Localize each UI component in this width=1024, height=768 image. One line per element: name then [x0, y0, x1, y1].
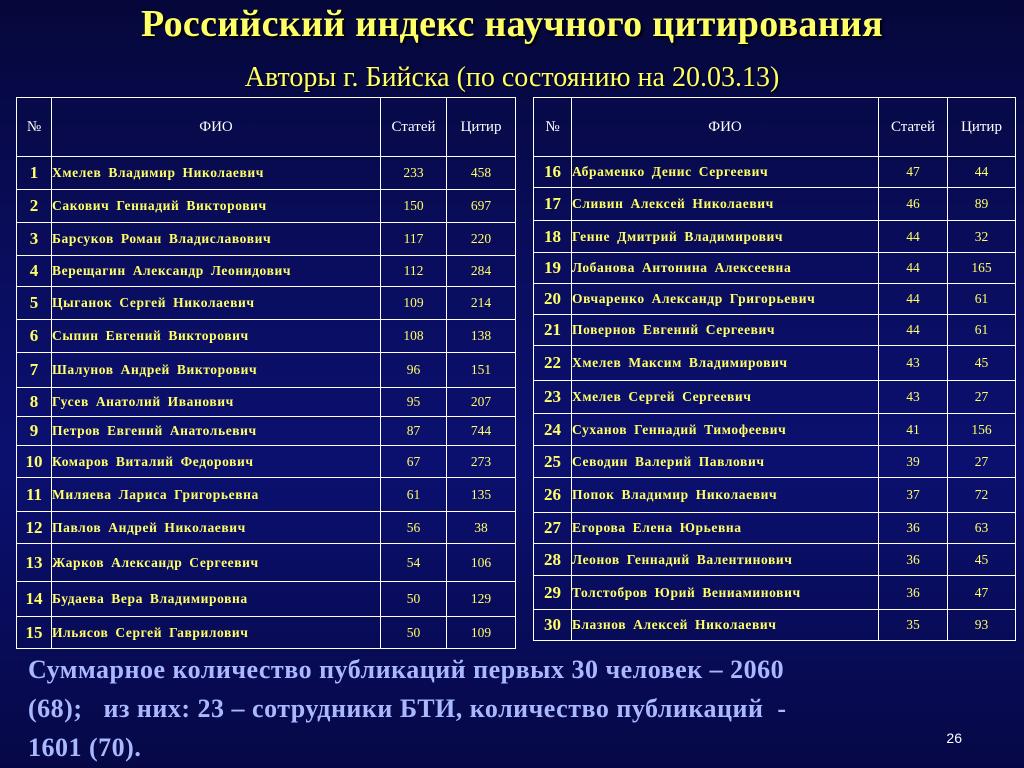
table-row — [534, 610, 1016, 641]
articles-count: 108 — [381, 320, 447, 353]
citations-count: 284 — [447, 256, 516, 287]
citations-count: 61 — [948, 284, 1016, 315]
author-name: Комаров Виталий Федорович — [52, 446, 381, 478]
header-fio: ФИО — [572, 98, 879, 157]
author-name: Овчаренко Александр Григорьевич — [572, 284, 879, 315]
row-number: 2 — [17, 190, 52, 223]
header-citations: Цитир — [948, 98, 1016, 157]
author-name: Хмелев Владимир Николаевич — [52, 157, 381, 190]
row-number: 26 — [534, 478, 572, 513]
row-number: 8 — [17, 388, 52, 417]
author-name: Петров Евгений Анатольевич — [52, 417, 381, 446]
author-name: Попок Владимир Николаевич — [572, 478, 879, 513]
author-name: Сыпин Евгений Викторович — [52, 320, 381, 353]
row-number: 24 — [534, 414, 572, 446]
articles-count: 117 — [381, 223, 447, 256]
table-row — [17, 512, 516, 544]
row-number: 28 — [534, 544, 572, 576]
row-number: 15 — [17, 617, 52, 649]
table-row — [534, 544, 1016, 576]
table-row — [17, 417, 516, 446]
row-number: 22 — [534, 346, 572, 381]
row-number: 6 — [17, 320, 52, 353]
table-row — [534, 253, 1016, 284]
articles-count: 47 — [879, 157, 948, 188]
citations-count: 156 — [948, 414, 1016, 446]
row-number: 25 — [534, 446, 572, 478]
table-row — [534, 315, 1016, 346]
table-row — [534, 346, 1016, 381]
author-name: Будаева Вера Владимировна — [52, 582, 381, 617]
authors-table-left — [16, 97, 516, 649]
slide-title: Российский индекс научного цитирования — [141, 3, 883, 45]
header-articles: Статей — [381, 98, 447, 157]
articles-count: 109 — [381, 287, 447, 320]
table-row — [534, 513, 1016, 544]
author-name: Гусев Анатолий Иванович — [52, 388, 381, 417]
articles-count: 150 — [381, 190, 447, 223]
table-row — [17, 388, 516, 417]
citations-count: 32 — [948, 221, 1016, 253]
author-name: Толстобров Юрий Вениаминович — [572, 576, 879, 610]
author-name: Ильясов Сергей Гаврилович — [52, 617, 381, 649]
row-number: 3 — [17, 223, 52, 256]
page-number: 26 — [946, 730, 962, 746]
articles-count: 36 — [879, 576, 948, 610]
table-row — [534, 284, 1016, 315]
author-name: Генне Дмитрий Владимирович — [572, 221, 879, 253]
articles-count: 50 — [381, 617, 447, 649]
summary-line: Суммарное количество публикаций первых 30 человек – 2060 — [28, 655, 785, 684]
table-row — [17, 256, 516, 287]
citations-count: 93 — [948, 610, 1016, 641]
table-row — [534, 478, 1016, 513]
table-row — [534, 381, 1016, 414]
citations-count: 89 — [948, 188, 1016, 221]
table-row — [17, 478, 516, 512]
row-number: 30 — [534, 610, 572, 641]
row-number: 11 — [17, 478, 52, 512]
author-name: Суханов Геннадий Тимофеевич — [572, 414, 879, 446]
articles-count: 41 — [879, 414, 948, 446]
articles-count: 95 — [381, 388, 447, 417]
articles-count: 37 — [879, 478, 948, 513]
articles-count: 46 — [879, 188, 948, 221]
row-number: 21 — [534, 315, 572, 346]
citations-count: 220 — [447, 223, 516, 256]
citations-count: 106 — [447, 544, 516, 582]
articles-count: 87 — [381, 417, 447, 446]
table-row — [534, 221, 1016, 253]
articles-count: 44 — [879, 253, 948, 284]
header-fio: ФИО — [52, 98, 381, 157]
citations-count: 458 — [447, 157, 516, 190]
articles-count: 96 — [381, 353, 447, 388]
table-row — [17, 157, 516, 190]
row-number: 5 — [17, 287, 52, 320]
citations-count: 61 — [948, 315, 1016, 346]
articles-count: 44 — [879, 315, 948, 346]
author-name: Жарков Александр Сергеевич — [52, 544, 381, 582]
citations-count: 129 — [447, 582, 516, 617]
header-articles: Статей — [879, 98, 948, 157]
citations-count: 45 — [948, 544, 1016, 576]
header-num: № — [17, 98, 52, 157]
table-row — [17, 446, 516, 478]
summary-text — [28, 650, 1008, 767]
author-name: Хмелев Сергей Сергеевич — [572, 381, 879, 414]
table-row — [534, 446, 1016, 478]
author-name: Павлов Андрей Николаевич — [52, 512, 381, 544]
citations-count: 44 — [948, 157, 1016, 188]
header-num: № — [534, 98, 572, 157]
table-row — [17, 544, 516, 582]
row-number: 12 — [17, 512, 52, 544]
author-name: Леонов Геннадий Валентинович — [572, 544, 879, 576]
table-row — [534, 414, 1016, 446]
articles-count: 39 — [879, 446, 948, 478]
author-name: Миляева Лариса Григорьевна — [52, 478, 381, 512]
table-header-row — [534, 98, 1016, 157]
articles-count: 36 — [879, 544, 948, 576]
citations-count: 27 — [948, 446, 1016, 478]
row-number: 9 — [17, 417, 52, 446]
row-number: 19 — [534, 253, 572, 284]
articles-count: 233 — [381, 157, 447, 190]
citations-count: 109 — [447, 617, 516, 649]
articles-count: 35 — [879, 610, 948, 641]
row-number: 7 — [17, 353, 52, 388]
author-name: Шалунов Андрей Викторович — [52, 353, 381, 388]
row-number: 10 — [17, 446, 52, 478]
citations-count: 27 — [948, 381, 1016, 414]
author-name: Лобанова Антонина Алексеевна — [572, 253, 879, 284]
table-row — [17, 320, 516, 353]
citations-count: 135 — [447, 478, 516, 512]
row-number: 4 — [17, 256, 52, 287]
articles-count: 43 — [879, 381, 948, 414]
table-row — [17, 287, 516, 320]
author-name: Повернов Евгений Сергеевич — [572, 315, 879, 346]
table-row — [17, 617, 516, 649]
table-row — [534, 188, 1016, 221]
summary-line: (68); из них: 23 – сотрудники БТИ, количество публикаций - — [28, 694, 787, 723]
row-number: 17 — [534, 188, 572, 221]
citations-count: 45 — [948, 346, 1016, 381]
citations-count: 72 — [948, 478, 1016, 513]
articles-count: 43 — [879, 346, 948, 381]
author-name: Верещагин Александр Леонидович — [52, 256, 381, 287]
articles-count: 56 — [381, 512, 447, 544]
articles-count: 112 — [381, 256, 447, 287]
citations-count: 151 — [447, 353, 516, 388]
row-number: 20 — [534, 284, 572, 315]
citations-count: 744 — [447, 417, 516, 446]
articles-count: 44 — [879, 284, 948, 315]
row-number: 18 — [534, 221, 572, 253]
articles-count: 44 — [879, 221, 948, 253]
row-number: 29 — [534, 576, 572, 610]
articles-count: 67 — [381, 446, 447, 478]
table-header-row — [17, 98, 516, 157]
header-citations: Цитир — [447, 98, 516, 157]
citations-count: 165 — [948, 253, 1016, 284]
citations-count: 47 — [948, 576, 1016, 610]
author-name: Сакович Геннадий Викторович — [52, 190, 381, 223]
citations-count: 138 — [447, 320, 516, 353]
table-row — [534, 576, 1016, 610]
table-row — [17, 582, 516, 617]
row-number: 16 — [534, 157, 572, 188]
row-number: 13 — [17, 544, 52, 582]
author-name: Абраменко Денис Сергеевич — [572, 157, 879, 188]
articles-count: 50 — [381, 582, 447, 617]
citations-count: 63 — [948, 513, 1016, 544]
author-name: Сливин Алексей Николаевич — [572, 188, 879, 221]
articles-count: 61 — [381, 478, 447, 512]
author-name: Блазнов Алексей Николаевич — [572, 610, 879, 641]
citations-count: 697 — [447, 190, 516, 223]
citations-count: 214 — [447, 287, 516, 320]
slide-subtitle: Авторы г. Бийска (по состоянию на 20.03.13) — [244, 62, 780, 93]
citations-count: 207 — [447, 388, 516, 417]
table-row — [17, 223, 516, 256]
row-number: 27 — [534, 513, 572, 544]
author-name: Цыганок Сергей Николаевич — [52, 287, 381, 320]
table-row — [17, 190, 516, 223]
author-name: Егорова Елена Юрьевна — [572, 513, 879, 544]
summary-line: 1601 (70). — [28, 733, 142, 762]
author-name: Барсуков Роман Владиславович — [52, 223, 381, 256]
citations-count: 38 — [447, 512, 516, 544]
row-number: 14 — [17, 582, 52, 617]
author-name: Севодин Валерий Павлович — [572, 446, 879, 478]
authors-table-right — [533, 97, 1016, 641]
author-name: Хмелев Максим Владимирович — [572, 346, 879, 381]
table-row — [534, 157, 1016, 188]
row-number: 1 — [17, 157, 52, 190]
row-number: 23 — [534, 381, 572, 414]
articles-count: 54 — [381, 544, 447, 582]
table-row — [17, 353, 516, 388]
citations-count: 273 — [447, 446, 516, 478]
articles-count: 36 — [879, 513, 948, 544]
